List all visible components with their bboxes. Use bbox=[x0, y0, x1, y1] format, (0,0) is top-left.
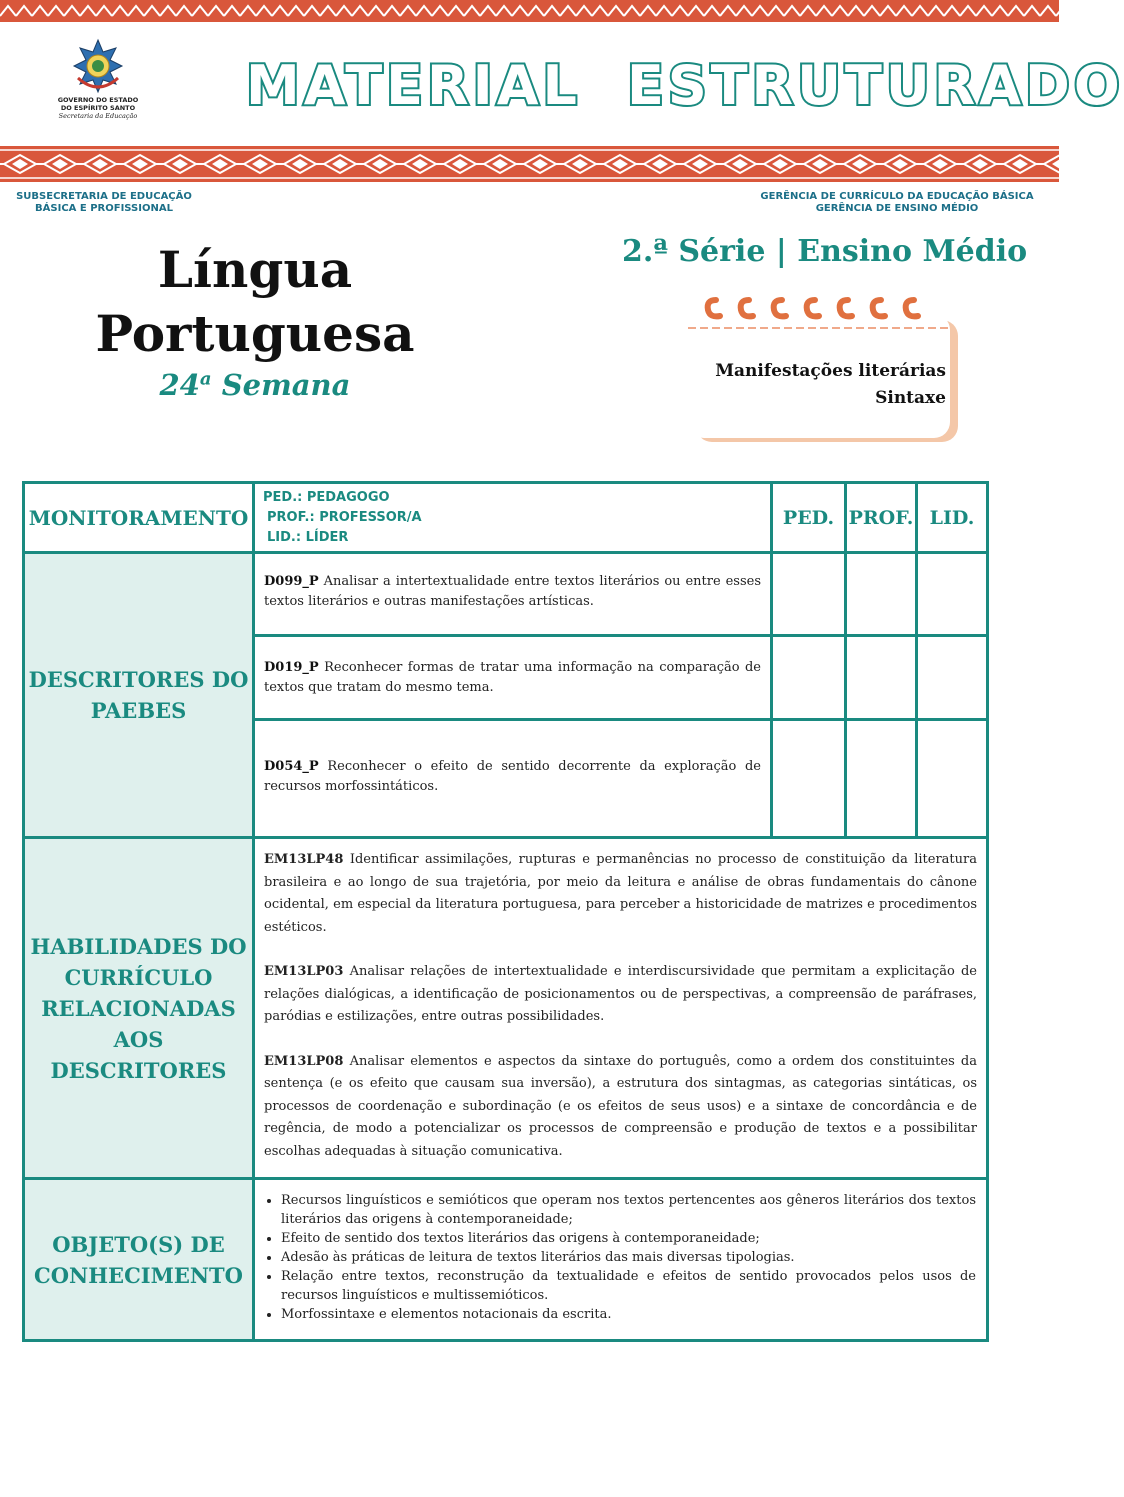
sub-left-line-1: SUBSECRETARIA DE EDUCAÇÃO bbox=[16, 191, 192, 202]
monitoring-table bbox=[22, 481, 989, 1342]
descriptor-text: Analisar a intertextualidade entre textos literários ou entre esses textos literários e outras manifestações artísticas. bbox=[264, 574, 761, 609]
skill-item bbox=[264, 849, 977, 939]
topic-2: Sintaxe bbox=[875, 388, 946, 408]
check-cell-lid[interactable] bbox=[917, 720, 988, 838]
middle-decorative-band bbox=[0, 146, 1059, 182]
objects-label bbox=[24, 1179, 254, 1341]
col-header-ped: PED. bbox=[772, 483, 846, 553]
subject-line-2: Portuguesa bbox=[95, 304, 415, 363]
week-number: 24 bbox=[159, 368, 200, 402]
sub-right-line-1: GERÊNCIA DE CURRÍCULO DA EDUCAÇÃO BÁSICA bbox=[760, 191, 1034, 202]
check-cell-prof[interactable] bbox=[846, 720, 917, 838]
objects-list bbox=[255, 1191, 986, 1324]
descriptors-label bbox=[24, 553, 254, 838]
state-government-logo bbox=[48, 38, 148, 120]
skill-code: EM13LP48 bbox=[264, 852, 344, 867]
skills-label-line-1: HABILIDADES DO bbox=[30, 933, 247, 959]
logo-line-1: GOVERNO DO ESTADO bbox=[57, 96, 139, 104]
table-row bbox=[24, 1179, 988, 1341]
notebook-topics bbox=[702, 358, 946, 412]
check-cell-lid[interactable] bbox=[917, 553, 988, 636]
gerencia-label bbox=[747, 191, 1047, 215]
table-header-row bbox=[24, 483, 988, 553]
title-word-1: MATERIAL bbox=[246, 54, 581, 117]
check-cell-prof[interactable] bbox=[846, 553, 917, 636]
subsecretaria-label bbox=[16, 191, 192, 215]
descriptor-text: Reconhecer formas de tratar uma informação na comparação de textos que tratam do mesmo tema. bbox=[264, 660, 761, 695]
descriptor-cell bbox=[254, 553, 772, 636]
col-header-prof: PROF. bbox=[846, 483, 917, 553]
skills-label-line-2: CURRÍCULO bbox=[64, 964, 213, 990]
table-row bbox=[24, 553, 988, 636]
objects-label-line-2: CONHECIMENTO bbox=[34, 1262, 243, 1288]
list-item: • Morfossintaxe e elementos notacionais da escrita. bbox=[281, 1305, 976, 1324]
sub-right-line-2: GERÊNCIA DE ENSINO MÉDIO bbox=[815, 203, 979, 214]
check-cell-ped[interactable] bbox=[772, 636, 846, 720]
week-label bbox=[60, 368, 450, 402]
list-item: • Adesão às práticas de leitura de textos literários das mais diversas tipologias. bbox=[281, 1248, 976, 1267]
skills-label bbox=[24, 838, 254, 1179]
skill-item bbox=[264, 961, 977, 1029]
descriptor-cell bbox=[254, 720, 772, 838]
topic-1: Manifestações literárias bbox=[715, 361, 946, 381]
skill-code: EM13LP03 bbox=[264, 964, 344, 979]
coat-of-arms-icon bbox=[70, 38, 126, 96]
role-legend bbox=[254, 483, 772, 553]
week-ordinal: a bbox=[199, 368, 212, 390]
skill-code: EM13LP08 bbox=[264, 1053, 344, 1069]
skill-text: Identificar assimilações, rupturas e permanências no processo de constituição da literatura brasileira e ao longo de sua trajetória, por meio da leitura e análise de obras fundamentais do cânone ocidental, em especial da literatura portuguesa, para perceber a historicidade de matrizes e procedimentos estéticos. bbox=[264, 852, 977, 935]
logo-line-2: DO ESPÍRITO SANTO bbox=[60, 104, 136, 112]
descriptors-label-line-2: PAEBES bbox=[90, 698, 187, 723]
descriptor-text: Reconhecer o efeito de sentido decorrente da exploração de recursos morfossintáticos. bbox=[264, 759, 761, 794]
list-item: • Relação entre textos, reconstrução da textualidade e efeitos de sentido provocados pelos usos de recursos linguísticos e multissemióticos. bbox=[281, 1267, 976, 1305]
logo-line-3: Secretaria da Educação bbox=[58, 112, 138, 120]
check-cell-ped[interactable] bbox=[772, 553, 846, 636]
table-row bbox=[24, 838, 988, 1179]
skills-cell bbox=[254, 838, 988, 1179]
skills-label-line-3: RELACIONADAS bbox=[41, 995, 236, 1021]
col-header-lid: LID. bbox=[917, 483, 988, 553]
descriptor-cell bbox=[254, 636, 772, 720]
legend-lid: LID.: LÍDER bbox=[267, 529, 349, 545]
grade-label: 2.ª Série | Ensino Médio bbox=[622, 234, 1028, 269]
check-cell-lid[interactable] bbox=[917, 636, 988, 720]
legend-ped: PED.: PEDAGOGO bbox=[263, 489, 390, 505]
skills-label-line-4: AOS DESCRITORES bbox=[50, 1026, 227, 1083]
check-cell-prof[interactable] bbox=[846, 636, 917, 720]
objects-label-line-1: OBJETO(S) DE bbox=[52, 1231, 225, 1257]
check-cell-ped[interactable] bbox=[772, 720, 846, 838]
legend-prof: PROF.: PROFESSOR/A bbox=[267, 509, 422, 525]
week-word: Semana bbox=[221, 368, 351, 402]
skill-text: Analisar elementos e aspectos da sintaxe do português, como a ordem dos constituintes da sentença (e os efeito que causam sua inversão), a estrutura dos sintagmas, as categorias sintáticas, os processos de coordenação e subordinação (e os efeitos de seus usos) e a sintaxe de concordância e de regência, de modo a potencializar os processos de compreensão e produção de textos e a possibilitar escolhas adequadas à situação comunicativa. bbox=[264, 1053, 977, 1159]
monitoring-label: MONITORAMENTO bbox=[24, 483, 254, 553]
skill-text: Analisar relações de intertextualidade e interdiscursividade que permitam a explicitação de relações dialógicas, a identificação de posicionamentos ou de perspectivas, a compreensão de paráfrases, paródias e estilizações, entre outras possibilidades. bbox=[264, 964, 977, 1024]
title-word-2: ESTRUTURADO bbox=[626, 54, 1124, 117]
list-item: • Efeito de sentido dos textos literários das origens à contemporaneidade; bbox=[281, 1229, 976, 1248]
subject-title bbox=[60, 238, 450, 366]
list-item: • Recursos linguísticos e semióticos que operam nos textos pertencentes aos gêneros literários dos textos literários das origens à contemporaneidade; bbox=[281, 1191, 976, 1229]
descriptor-code: D019_P bbox=[264, 660, 319, 675]
sub-left-line-2: BÁSICA E PROFISSIONAL bbox=[35, 203, 173, 214]
descriptor-code: D099_P bbox=[264, 574, 319, 589]
skill-item bbox=[264, 1051, 977, 1164]
descriptors-label-line-1: DESCRITORES DO bbox=[28, 667, 249, 692]
material-title bbox=[246, 54, 1124, 120]
objects-cell bbox=[254, 1179, 988, 1341]
descriptor-code: D054_P bbox=[264, 759, 319, 774]
subject-line-1: Língua bbox=[157, 240, 353, 299]
top-decorative-band bbox=[0, 0, 1059, 22]
